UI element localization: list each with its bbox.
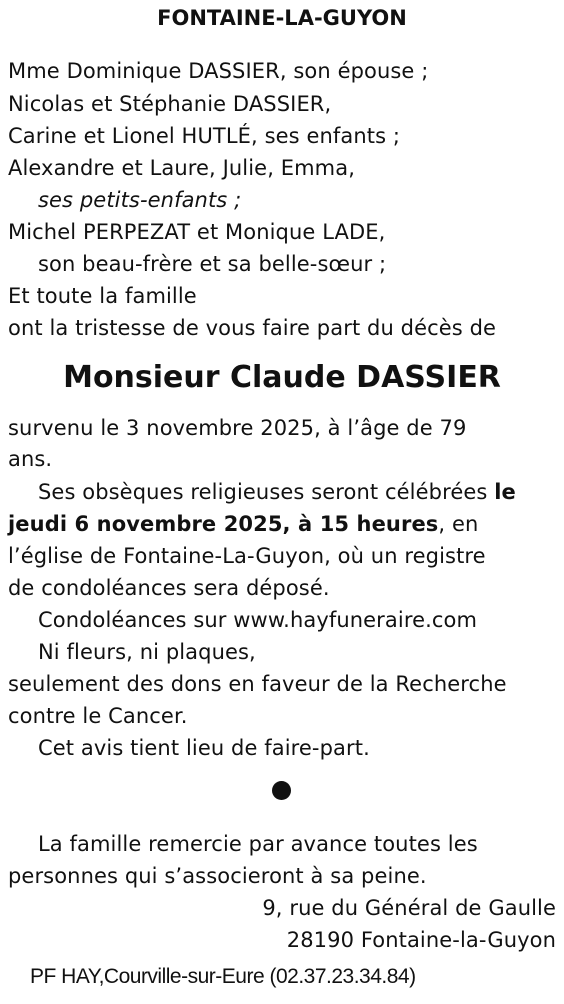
funeral-line <box>8 509 478 539</box>
death-line: ans. <box>8 447 53 471</box>
address-line: 9, rue du Général de Gaulle <box>262 896 556 920</box>
death-line: survenu le 3 novembre 2025, à l’âge de 79 <box>8 416 467 440</box>
family-line: Michel PERPEZAT et Monique LADE, <box>8 220 386 244</box>
family-line: Mme Dominique DASSIER, son épouse ; <box>8 59 429 83</box>
funeral-line <box>38 477 516 507</box>
flowers-line: Ni fleurs, ni plaques, <box>38 640 256 664</box>
thanks-line: personnes qui s’associeront à sa peine. <box>8 864 427 888</box>
family-line: Nicolas et Stéphanie DASSIER, <box>8 92 332 116</box>
town-heading: FONTAINE-LA-GUYON <box>157 6 407 30</box>
flowers-line: contre le Cancer. <box>8 704 188 728</box>
notice-line: Cet avis tient lieu de faire-part. <box>38 736 370 760</box>
family-line: Et toute la famille <box>8 284 197 308</box>
family-line: ses petits-enfants ; <box>38 188 242 212</box>
bullet-separator <box>272 781 291 800</box>
family-line: ont la tristesse de vous faire part du décès de <box>8 316 497 340</box>
flowers-line: seulement des dons en faveur de la Recherche <box>8 672 507 696</box>
thanks-line: La famille remercie par avance toutes les <box>38 832 478 856</box>
family-line: son beau-frère et sa belle-sœur ; <box>38 252 387 276</box>
funeral-line: de condoléances sera déposé. <box>8 576 330 600</box>
funeral-line: l’église de Fontaine-La-Guyon, où un registre <box>8 544 486 568</box>
funeral-home-line: PF HAY,Courville-sur-Eure (02.37.23.34.84) <box>30 965 416 988</box>
family-line: Alexandre et Laure, Julie, Emma, <box>8 156 355 180</box>
deceased-name: Monsieur Claude DASSIER <box>63 360 501 395</box>
funeral-date-text: le <box>494 480 516 504</box>
funeral-date-text: jeudi 6 novembre 2025, à 15 heures <box>8 512 439 536</box>
funeral-text: Ses obsèques religieuses seront célébrées <box>38 480 495 504</box>
funeral-text: , en <box>438 512 479 536</box>
address-line: 28190 Fontaine-la-Guyon <box>286 928 556 952</box>
family-line: Carine et Lionel HUTLÉ, ses enfants ; <box>8 124 401 148</box>
condolences-line: Condoléances sur www.hayfuneraire.com <box>38 608 478 632</box>
